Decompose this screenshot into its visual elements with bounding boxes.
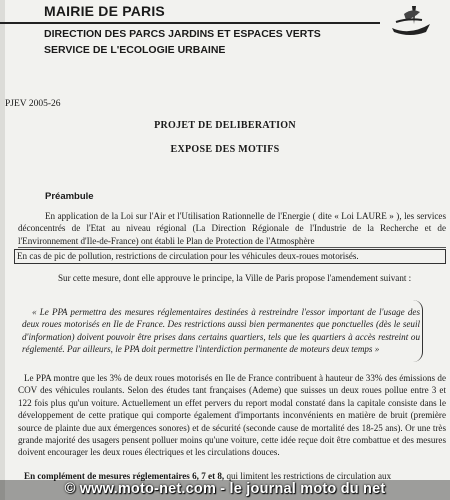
- document-reference: PJEV 2005-26: [5, 99, 61, 109]
- paragraph-ppa: Le PPA montre que les 3% de deux roues motorisés en Ile de France contribuent à hauteur de 33% des émissions de COV des véhicules roulants. Selon des études tant françaises (Ademe) que suisses un deux roues pollue entre 3 et 122 fois plus qu'un voiture. Actuellement un effet pervers du report modal constaté dans la capitale consiste dans le développement de cette pratique qui comporte également d'importants inconvénients en matière de bruit (première source de plainte due aux émergences sonores) et de sécurité (seconde cause de mortalité des 18-25 ans). Or une très grande majorité des usagers pensent polluer moins qu'une voiture, cette idée reçue doit être combattue et des mesures doivent encourager les deux roues électriques et les circulations douces.: [18, 373, 446, 458]
- paragraph-complement-rest: qui limitent les restrictions de circulation aux: [224, 471, 392, 481]
- header-service: SERVICE DE L'ECOLOGIE URBAINE: [44, 44, 226, 56]
- title-expose: EXPOSE DES MOTIFS: [170, 144, 280, 155]
- paragraph-complement-bold: En complément de mesures réglementaires 6, 7 et 8,: [24, 471, 225, 481]
- header-rule: [0, 22, 380, 24]
- preamble-heading: Préambule: [45, 191, 94, 202]
- paris-ship-logo-icon: [386, 2, 434, 38]
- title-projet: PROJET DE DELIBERATION: [154, 120, 296, 131]
- scan-edge-left: [0, 0, 5, 500]
- handwritten-bracket: [410, 300, 423, 362]
- handwritten-underline: [18, 247, 446, 248]
- watermark-text: © www.moto-net.com - le journal moto du net: [64, 481, 386, 497]
- header-mairie: MAIRIE DE PARIS: [44, 3, 165, 19]
- paragraph-loi-laure: En application de la Loi sur l'Air et l'Utilisation Rationnelle de l'Energie ( dite « Loi LAURE » ), les services déconcentrés de l'Etat au niveau régional (La Direction Régionale de l'Industrie de la Recherche et de l'Environnement d'Ile-de-France) ont établi le Plan de Protection de l'Atmosphère: [18, 211, 446, 246]
- paragraph-amendement: Sur cette mesure, dont elle approuve le principe, la Ville de Paris propose l'amendement suivant :: [58, 273, 412, 283]
- header-direction: DIRECTION DES PARCS JARDINS ET ESPACES VERTS: [44, 28, 321, 40]
- boxed-measure: En cas de pic de pollution, restrictions de circulation pour les véhicules deux-roues motorisés.: [14, 249, 446, 264]
- amendment-quote: « Le PPA permettra des mesures réglementaires destinées à restreindre l'essor important de l'usage des deux roues motorisés en Ile de France. Des restrictions aussi bien permanentes que ponctuelles (dès le seuil d'information) doivent pouvoir être prises dans certains quartiers, tels que les quartiers à accès restreint ou réglementé. Par ailleurs, le PPA doit permettre l'interdiction permanente de moteurs deux temps »: [22, 307, 420, 355]
